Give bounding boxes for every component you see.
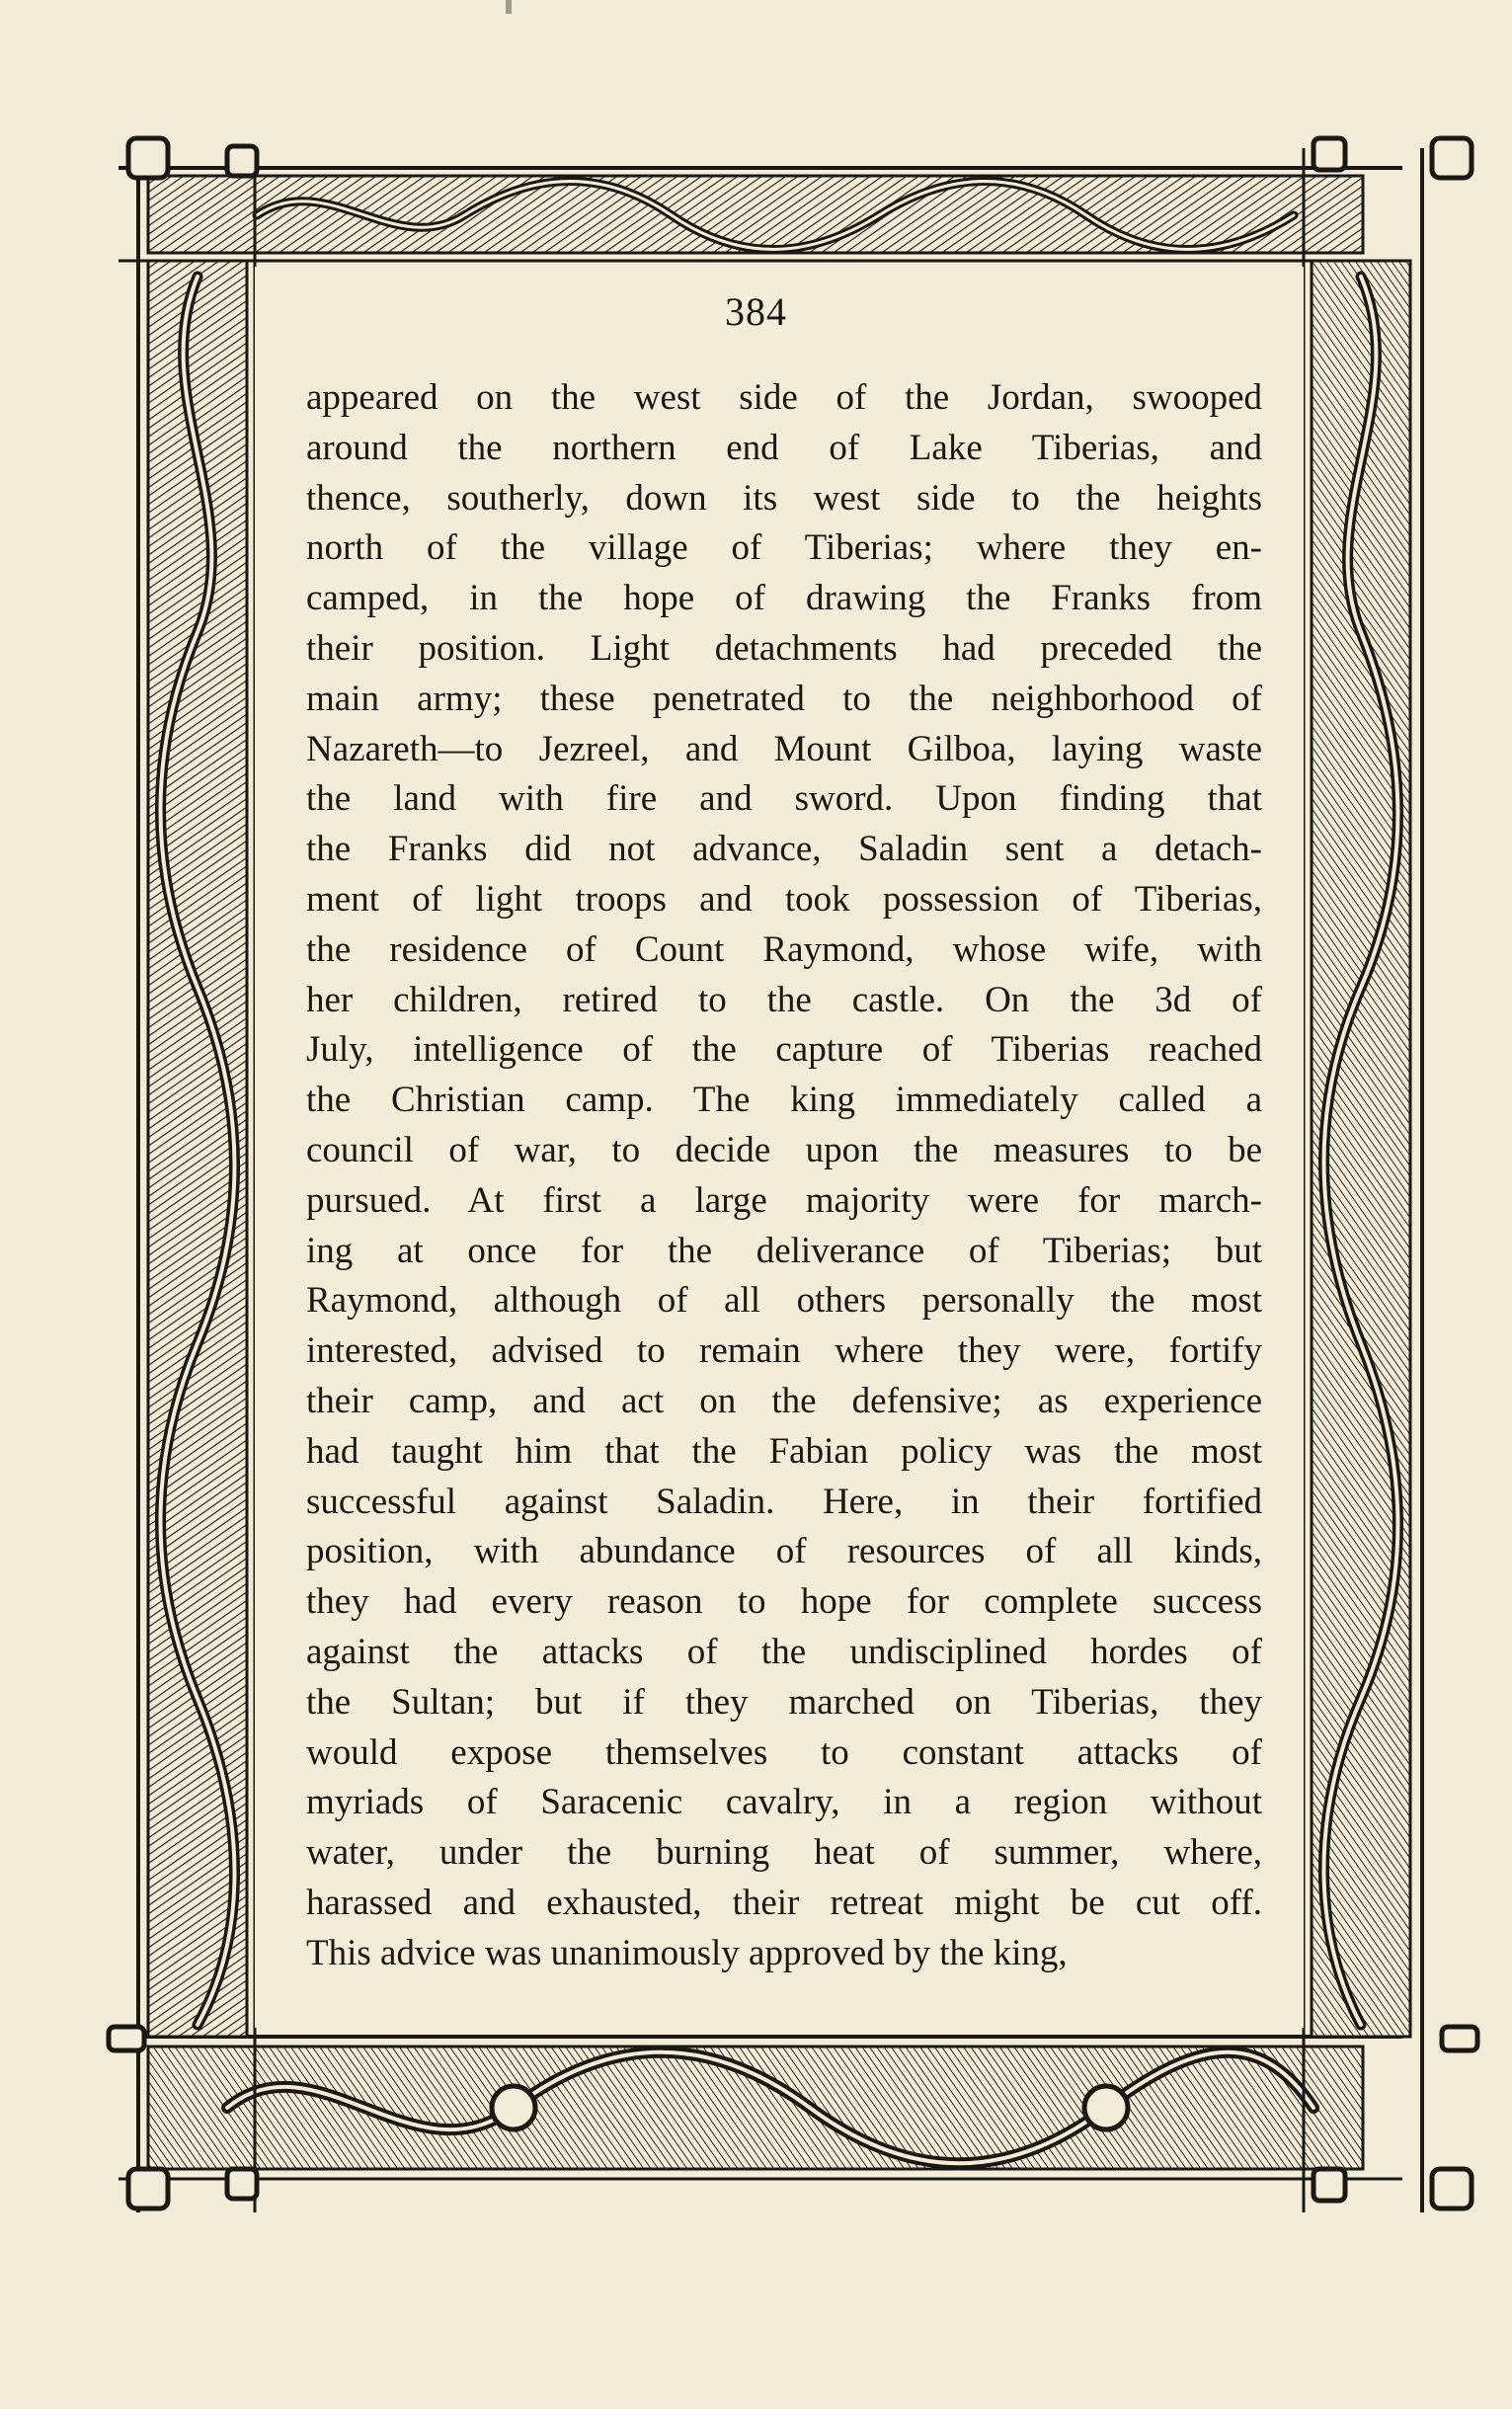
text-line: the land with fire and sword. Upon finding that [306, 778, 1262, 820]
text-line: their camp, and act on the defensive; as experience [306, 1380, 1262, 1421]
text-line: council of war, to decide upon the measures to be [306, 1129, 1262, 1170]
text-line: successful against Saladin. Here, in their fortified [306, 1481, 1262, 1522]
text-line: harassed and exhausted, their retreat might be cut off. [306, 1882, 1262, 1923]
text-line: north of the village of Tiberias; where they en- [306, 527, 1262, 569]
text-line: around the northern end of Lake Tiberias, and [306, 427, 1262, 468]
text-line: Raymond, although of all others personally the most [306, 1280, 1262, 1322]
text-line: the Christian camp. The king immediately called a [306, 1080, 1262, 1121]
text-line: her children, retired to the castle. On the 3d of [306, 979, 1262, 1020]
text-line: pursued. At first a large majority were for march- [306, 1179, 1262, 1221]
text-line: they had every reason to hope for complete success [306, 1581, 1262, 1623]
text-line: interested, advised to remain where they were, fortify [306, 1330, 1262, 1372]
text-line: the residence of Count Raymond, whose wife, with [306, 928, 1262, 970]
text-line: against the attacks of the undisciplined hordes of [306, 1631, 1262, 1672]
text-line: the Franks did not advance, Saladin sent a detach- [306, 829, 1262, 870]
text-line: appeared on the west side of the Jordan, swooped [306, 377, 1262, 418]
text-line: July, intelligence of the capture of Tiberias reached [306, 1029, 1262, 1071]
text-line: This advice was unanimously approved by the king, [306, 1932, 1068, 1973]
body-text [306, 373, 1262, 1979]
top-border-band [119, 168, 1402, 261]
text-line: ment of light troops and took possession of Tiberias, [306, 878, 1262, 920]
text-line: myriads of Saracenic cavalry, in a region without [306, 1782, 1262, 1823]
page-number: 384 [725, 289, 787, 334]
text-line: water, under the burning heat of summer, where, [306, 1832, 1262, 1874]
text-line: the Sultan; but if they marched on Tiberias, they [306, 1681, 1262, 1723]
text-line: main army; these penetrated to the neighborhood of [306, 678, 1262, 719]
left-border-column [138, 148, 255, 2212]
text-line: had taught him that the Fabian policy was the most [306, 1430, 1262, 1472]
text-line: Nazareth—to Jezreel, and Mount Gilboa, laying waste [306, 728, 1262, 769]
text-line: thence, southerly, down its west side to the heights [306, 477, 1262, 519]
text-line: their position. Light detachments had preceded the [306, 627, 1262, 669]
text-line: would expose themselves to constant attacks of [306, 1731, 1262, 1773]
bottom-border-band [119, 2037, 1402, 2179]
text-line: position, with abundance of resources of all kinds, [306, 1531, 1262, 1572]
text-line: ing at once for the deliverance of Tiberias; but [306, 1230, 1262, 1271]
right-border-column [1304, 148, 1422, 2212]
text-line: camped, in the hope of drawing the Franks from [306, 578, 1262, 619]
